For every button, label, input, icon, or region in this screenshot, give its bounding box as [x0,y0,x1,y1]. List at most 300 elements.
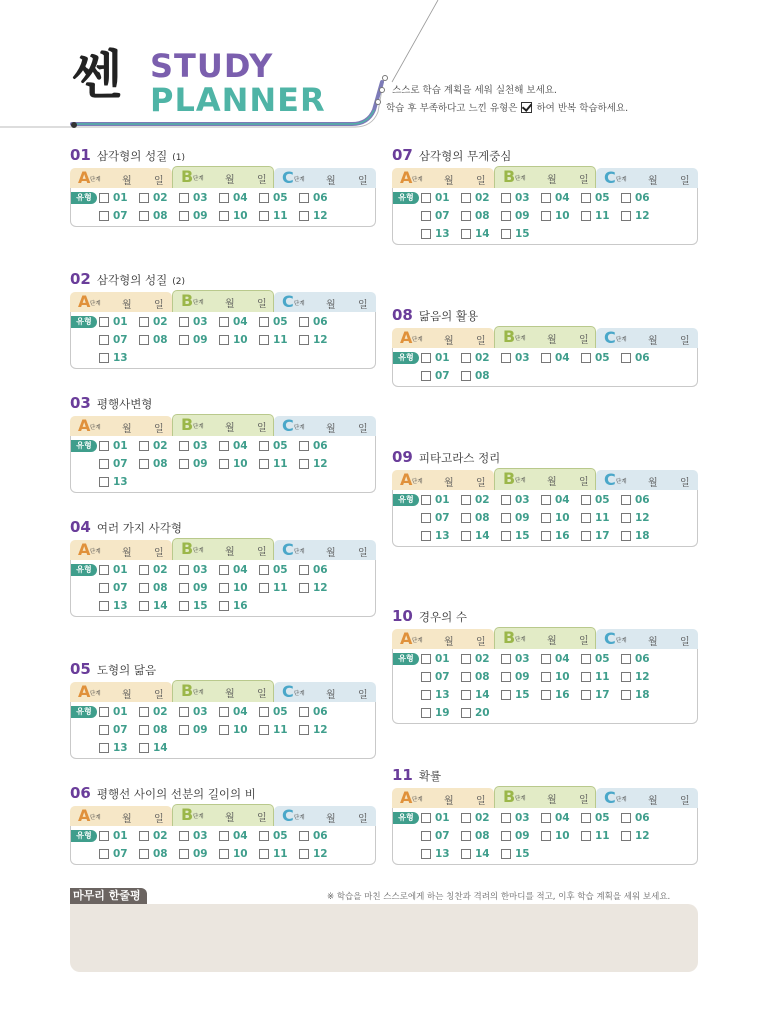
checkbox[interactable] [219,441,229,451]
checkbox[interactable] [99,583,109,593]
stage-b-day[interactable]: 일 [579,795,589,806]
type-item[interactable] [179,848,219,860]
checkbox[interactable] [461,672,471,682]
type-item[interactable] [621,812,661,824]
checkbox[interactable] [621,831,631,841]
type-item[interactable] [99,564,139,576]
type-item[interactable] [219,600,259,612]
checkbox[interactable] [299,441,309,451]
checkbox[interactable] [179,707,189,717]
type-item[interactable] [421,848,461,860]
checkbox[interactable] [219,317,229,327]
checkbox[interactable] [299,849,309,859]
type-item[interactable] [259,440,299,452]
checkbox[interactable] [581,353,591,363]
stage-b-month[interactable]: 월 [225,689,235,700]
stage-b-day[interactable]: 일 [257,689,267,700]
type-item[interactable] [501,512,541,524]
checkbox[interactable] [541,513,551,523]
checkbox[interactable] [259,583,269,593]
type-item[interactable] [139,564,179,576]
checkbox[interactable] [421,513,431,523]
type-item[interactable] [179,210,219,222]
stage-a-month[interactable]: 월 [444,336,454,347]
type-item[interactable] [621,352,661,364]
checkbox[interactable] [179,193,189,203]
checkbox[interactable] [421,495,431,505]
type-item[interactable] [421,370,461,382]
type-item[interactable] [621,494,661,506]
stage-b-day[interactable]: 일 [579,335,589,346]
checkbox[interactable] [139,601,149,611]
checkbox[interactable] [501,654,511,664]
checkbox[interactable] [421,371,431,381]
type-item[interactable] [139,458,179,470]
checkbox[interactable] [621,654,631,664]
stage-a-month[interactable]: 월 [122,424,132,435]
type-item[interactable] [259,724,299,736]
checkbox[interactable] [461,495,471,505]
stage-b-month[interactable]: 월 [225,299,235,310]
checkbox[interactable] [621,193,631,203]
stage-b-day[interactable]: 일 [257,175,267,186]
type-item[interactable] [501,494,541,506]
stage-c-day[interactable]: 일 [358,814,368,825]
type-item[interactable] [259,192,299,204]
checkbox[interactable] [461,211,471,221]
type-item[interactable] [139,192,179,204]
checkbox[interactable] [259,441,269,451]
stage-c-day[interactable]: 일 [680,637,690,648]
review-input-area[interactable] [70,904,698,972]
checkbox[interactable] [581,672,591,682]
type-item[interactable] [299,582,339,594]
type-item[interactable] [259,706,299,718]
type-item[interactable] [299,564,339,576]
type-item[interactable] [99,706,139,718]
stage-c-month[interactable]: 월 [326,690,336,701]
checkbox[interactable] [541,531,551,541]
type-item[interactable] [259,316,299,328]
type-item[interactable] [139,316,179,328]
checkbox[interactable] [501,690,511,700]
checkbox[interactable] [501,813,511,823]
stage-b-month[interactable]: 월 [225,547,235,558]
stage-a-month[interactable]: 월 [444,176,454,187]
checkbox[interactable] [219,601,229,611]
stage-a-month[interactable]: 월 [444,637,454,648]
checkbox[interactable] [461,708,471,718]
type-item[interactable] [299,210,339,222]
type-item[interactable] [179,830,219,842]
type-item[interactable] [421,352,461,364]
type-item[interactable] [581,812,621,824]
type-item[interactable] [179,564,219,576]
type-item[interactable] [259,458,299,470]
type-item[interactable] [501,689,541,701]
type-item[interactable] [581,192,621,204]
type-item[interactable] [621,530,661,542]
type-item[interactable] [461,494,501,506]
checkbox[interactable] [99,459,109,469]
checkbox[interactable] [421,531,431,541]
stage-b-day[interactable]: 일 [579,477,589,488]
checkbox[interactable] [179,211,189,221]
type-item[interactable] [99,600,139,612]
type-item[interactable] [501,228,541,240]
type-item[interactable] [421,494,461,506]
stage-c-month[interactable]: 월 [326,424,336,435]
stage-a-day[interactable]: 일 [154,548,164,559]
checkbox[interactable] [139,849,149,859]
checkbox[interactable] [501,831,511,841]
type-item[interactable] [581,653,621,665]
stage-b-day[interactable]: 일 [257,813,267,824]
type-item[interactable] [99,476,139,488]
type-item[interactable] [219,316,259,328]
checkbox[interactable] [219,707,229,717]
checkbox[interactable] [461,229,471,239]
checkbox[interactable] [99,353,109,363]
type-item[interactable] [581,494,621,506]
type-item[interactable] [139,742,179,754]
checkbox[interactable] [541,211,551,221]
type-item[interactable] [179,334,219,346]
type-item[interactable] [621,671,661,683]
checkbox[interactable] [299,335,309,345]
type-item[interactable] [461,689,501,701]
type-item[interactable] [219,334,259,346]
checkbox[interactable] [99,601,109,611]
checkbox[interactable] [219,583,229,593]
checkbox[interactable] [259,725,269,735]
stage-a-month[interactable]: 월 [444,796,454,807]
checkbox[interactable] [139,459,149,469]
checkbox[interactable] [541,654,551,664]
checkbox[interactable] [421,831,431,841]
checkbox[interactable] [581,813,591,823]
type-item[interactable] [179,582,219,594]
checkbox[interactable] [259,831,269,841]
checkbox[interactable] [259,565,269,575]
checkbox[interactable] [179,459,189,469]
checkbox[interactable] [299,831,309,841]
type-item[interactable] [501,352,541,364]
checkbox[interactable] [581,211,591,221]
checkbox[interactable] [461,531,471,541]
checkbox[interactable] [259,707,269,717]
checkbox[interactable] [461,831,471,841]
checkbox[interactable] [219,459,229,469]
stage-a-day[interactable]: 일 [476,796,486,807]
type-item[interactable] [541,812,581,824]
type-item[interactable] [461,512,501,524]
type-item[interactable] [259,334,299,346]
stage-c-day[interactable]: 일 [358,548,368,559]
type-item[interactable] [139,440,179,452]
type-item[interactable] [501,848,541,860]
checkbox[interactable] [179,335,189,345]
checkbox[interactable] [179,565,189,575]
type-item[interactable] [99,316,139,328]
checkbox[interactable] [179,725,189,735]
stage-b-month[interactable]: 월 [547,335,557,346]
type-item[interactable] [581,830,621,842]
type-item[interactable] [581,671,621,683]
type-item[interactable] [541,830,581,842]
checkbox[interactable] [501,513,511,523]
type-item[interactable] [501,530,541,542]
type-item[interactable] [139,724,179,736]
type-item[interactable] [541,494,581,506]
type-item[interactable] [421,689,461,701]
type-item[interactable] [99,724,139,736]
checkbox[interactable] [99,849,109,859]
checkbox[interactable] [99,211,109,221]
type-item[interactable] [259,582,299,594]
stage-b-month[interactable]: 월 [225,175,235,186]
checkbox[interactable] [501,193,511,203]
stage-a-day[interactable]: 일 [154,176,164,187]
type-item[interactable] [99,334,139,346]
checkbox[interactable] [259,459,269,469]
type-item[interactable] [219,210,259,222]
type-item[interactable] [299,848,339,860]
type-item[interactable] [541,192,581,204]
checkbox[interactable] [299,459,309,469]
type-item[interactable] [461,352,501,364]
checkbox[interactable] [621,690,631,700]
type-item[interactable] [581,352,621,364]
type-item[interactable] [581,689,621,701]
type-item[interactable] [219,192,259,204]
stage-c-month[interactable]: 월 [326,548,336,559]
type-item[interactable] [219,706,259,718]
checkbox[interactable] [621,513,631,523]
stage-b-day[interactable]: 일 [257,423,267,434]
checkbox[interactable] [501,211,511,221]
checkbox[interactable] [219,725,229,735]
checkbox[interactable] [581,531,591,541]
stage-c-day[interactable]: 일 [358,176,368,187]
checkbox[interactable] [421,849,431,859]
checkbox[interactable] [501,353,511,363]
stage-a-day[interactable]: 일 [154,690,164,701]
type-item[interactable] [99,848,139,860]
type-item[interactable] [139,706,179,718]
stage-b-month[interactable]: 월 [547,477,557,488]
type-item[interactable] [299,830,339,842]
type-item[interactable] [421,812,461,824]
type-item[interactable] [541,352,581,364]
checkbox[interactable] [421,353,431,363]
type-item[interactable] [259,564,299,576]
stage-b-month[interactable]: 월 [547,795,557,806]
stage-a-month[interactable]: 월 [122,814,132,825]
type-item[interactable] [299,724,339,736]
stage-a-month[interactable]: 월 [122,690,132,701]
type-item[interactable] [179,316,219,328]
checkbox[interactable] [421,229,431,239]
type-item[interactable] [461,370,501,382]
checkbox[interactable] [421,672,431,682]
type-item[interactable] [461,848,501,860]
type-item[interactable] [621,830,661,842]
stage-a-month[interactable]: 월 [444,478,454,489]
checkbox[interactable] [299,583,309,593]
type-item[interactable] [299,334,339,346]
checkbox[interactable] [99,441,109,451]
checkbox[interactable] [139,707,149,717]
stage-c-month[interactable]: 월 [326,814,336,825]
stage-c-month[interactable]: 월 [648,637,658,648]
checkbox[interactable] [99,335,109,345]
checkbox[interactable] [541,813,551,823]
checkbox[interactable] [541,193,551,203]
checkbox[interactable] [139,441,149,451]
checkbox[interactable] [219,831,229,841]
checkbox[interactable] [541,690,551,700]
checkbox[interactable] [461,654,471,664]
type-item[interactable] [461,671,501,683]
type-item[interactable] [299,458,339,470]
checkbox[interactable] [299,211,309,221]
stage-c-day[interactable]: 일 [358,690,368,701]
type-item[interactable] [461,830,501,842]
type-item[interactable] [99,582,139,594]
checkbox[interactable] [421,654,431,664]
type-item[interactable] [541,530,581,542]
type-item[interactable] [501,671,541,683]
type-item[interactable] [259,210,299,222]
type-item[interactable] [421,671,461,683]
checkbox[interactable] [99,707,109,717]
checkbox[interactable] [461,849,471,859]
type-item[interactable] [621,512,661,524]
stage-a-month[interactable]: 월 [122,176,132,187]
stage-b-month[interactable]: 월 [547,636,557,647]
checkbox[interactable] [581,513,591,523]
checkbox[interactable] [179,441,189,451]
checkbox[interactable] [501,495,511,505]
checkbox[interactable] [621,353,631,363]
checkbox[interactable] [139,725,149,735]
stage-c-day[interactable]: 일 [680,176,690,187]
type-item[interactable] [621,653,661,665]
type-item[interactable] [501,192,541,204]
checkbox[interactable] [541,672,551,682]
type-item[interactable] [139,830,179,842]
checkbox[interactable] [299,317,309,327]
checkbox[interactable] [219,193,229,203]
checkbox[interactable] [501,849,511,859]
type-item[interactable] [421,512,461,524]
type-item[interactable] [179,440,219,452]
checkbox[interactable] [581,193,591,203]
checkbox[interactable] [139,193,149,203]
checkbox[interactable] [501,672,511,682]
checkbox[interactable] [99,193,109,203]
type-item[interactable] [179,706,219,718]
checkbox[interactable] [541,831,551,841]
checkbox[interactable] [501,229,511,239]
stage-c-day[interactable]: 일 [680,478,690,489]
type-item[interactable] [541,210,581,222]
stage-b-day[interactable]: 일 [257,547,267,558]
type-item[interactable] [219,458,259,470]
checkbox[interactable] [421,813,431,823]
checkbox[interactable] [99,317,109,327]
stage-a-month[interactable]: 월 [122,548,132,559]
stage-b-day[interactable]: 일 [579,175,589,186]
type-item[interactable] [541,653,581,665]
type-item[interactable] [541,671,581,683]
type-item[interactable] [541,689,581,701]
type-item[interactable] [219,582,259,594]
checkbox[interactable] [621,211,631,221]
stage-b-day[interactable]: 일 [257,299,267,310]
type-item[interactable] [581,530,621,542]
checkbox[interactable] [139,317,149,327]
type-item[interactable] [99,440,139,452]
checkbox[interactable] [501,531,511,541]
checkbox[interactable] [259,317,269,327]
type-item[interactable] [139,600,179,612]
stage-c-day[interactable]: 일 [680,336,690,347]
type-item[interactable] [501,653,541,665]
checkbox[interactable] [581,831,591,841]
type-item[interactable] [421,228,461,240]
stage-c-month[interactable]: 월 [326,300,336,311]
type-item[interactable] [501,210,541,222]
checkbox[interactable] [139,743,149,753]
stage-c-month[interactable]: 월 [648,478,658,489]
checkbox[interactable] [259,849,269,859]
stage-b-month[interactable]: 월 [225,813,235,824]
stage-a-month[interactable]: 월 [122,300,132,311]
type-item[interactable] [461,192,501,204]
type-item[interactable] [179,724,219,736]
type-item[interactable] [219,724,259,736]
checkbox[interactable] [581,495,591,505]
checkbox[interactable] [299,565,309,575]
checkbox[interactable] [179,831,189,841]
stage-c-month[interactable]: 월 [326,176,336,187]
checkbox[interactable] [461,353,471,363]
type-item[interactable] [219,830,259,842]
checkbox[interactable] [581,690,591,700]
type-item[interactable] [621,210,661,222]
stage-a-day[interactable]: 일 [476,336,486,347]
checkbox[interactable] [179,317,189,327]
type-item[interactable] [461,210,501,222]
checkbox[interactable] [259,211,269,221]
type-item[interactable] [621,192,661,204]
stage-c-month[interactable]: 월 [648,336,658,347]
checkbox[interactable] [179,849,189,859]
type-item[interactable] [421,210,461,222]
checkbox[interactable] [139,583,149,593]
checkbox[interactable] [421,708,431,718]
type-item[interactable] [139,334,179,346]
type-item[interactable] [461,812,501,824]
stage-a-day[interactable]: 일 [154,300,164,311]
type-item[interactable] [461,653,501,665]
type-item[interactable] [99,210,139,222]
type-item[interactable] [421,530,461,542]
checkbox[interactable] [259,193,269,203]
checkbox[interactable] [581,654,591,664]
